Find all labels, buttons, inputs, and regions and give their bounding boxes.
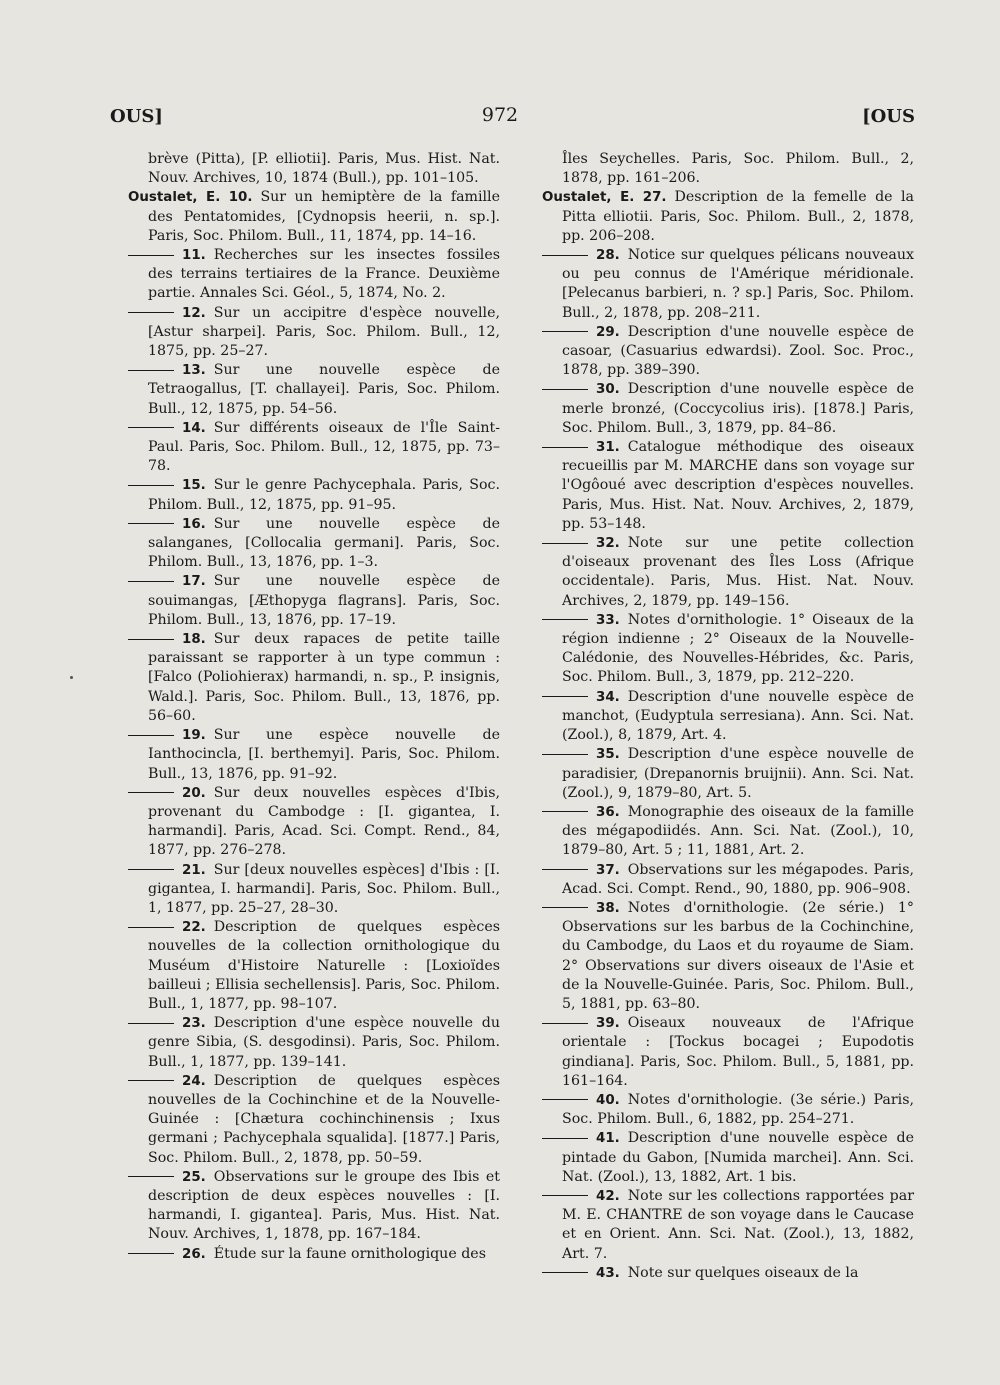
entry-text: Description de quelques espèces nouvelles de la Cochinchine et de la Nouvelle-Guinée : [Chætura cochinchinensis ; Ixus germani ; Pachycephala squalida]. [1877.] Paris, Soc. Philom. Bull., 2, 1878, pp. 50–59. <box>148 1072 500 1166</box>
ditto-rule <box>128 581 174 582</box>
entry-number: 35. <box>596 747 620 763</box>
ditto-rule <box>128 869 174 870</box>
entry-number: 37. <box>596 862 620 878</box>
entry-number: 10. <box>228 190 253 206</box>
entry-text: brève (Pitta), [P. elliotii]. Paris, Mus. Hist. Nat. Nouv. Archives, 10, 1874 (Bull.), pp. 101–105. <box>148 151 500 187</box>
ditto-rule <box>542 331 588 332</box>
entry-number: 38. <box>596 900 620 916</box>
running-head-right: [OUS <box>862 106 915 127</box>
entry-number: 26. <box>182 1246 206 1262</box>
bibliography-entry <box>128 918 500 1014</box>
ditto-rule <box>128 370 174 371</box>
entry-text: Observations sur les mégapodes. Paris, Acad. Sci. Compt. Rend., 90, 1880, pp. 906–908. <box>562 861 914 897</box>
bibliography-entry <box>542 438 914 534</box>
entry-number: 21. <box>182 862 206 878</box>
entry-text: Notice sur quelques pélicans nouveaux ou peu connus de l'Amérique méridionale. [Pelecanus barbieri, n. ? sp.] Paris, Soc. Philom. Bull., 2, 1878, pp. 208–211. <box>562 247 914 321</box>
entry-number: 43. <box>596 1265 620 1281</box>
ditto-rule <box>128 1176 174 1177</box>
entry-text: Sur [deux nouvelles espèces] d'Ibis : [I. gigantea, I. harmandi]. Paris, Soc. Philom. Bull., 1, 1877, pp. 25–27, 28–30. <box>148 861 500 916</box>
entry-text: Sur une nouvelle espèce de Tetraogallus, [T. challayei]. Paris, Soc. Philom. Bull., 12, 1875, pp. 54–56. <box>148 362 500 417</box>
ditto-rule <box>128 255 174 256</box>
entry-number: 31. <box>596 440 620 456</box>
entry-number: 36. <box>596 804 620 820</box>
entry-text: Observations sur le groupe des Ibis et description de deux espèces nouvelles : [I. harmandi, I. gigantea]. Paris, Mus. Hist. Nat. Nouv. Archives, 1, 1878, pp. 167–184. <box>148 1168 500 1243</box>
entry-number: 41. <box>596 1131 620 1147</box>
bibliography-entry <box>128 476 500 514</box>
ditto-rule <box>542 1195 588 1196</box>
entry-number: 42. <box>596 1188 620 1204</box>
bibliography-entry <box>128 419 500 477</box>
entry-number: 33. <box>596 612 620 628</box>
entry-number: 18. <box>182 632 206 648</box>
ditto-rule <box>128 485 174 486</box>
bibliography-entry <box>128 188 500 246</box>
bibliography-entry <box>128 1245 500 1264</box>
entry-number: 34. <box>596 689 620 705</box>
bibliography-entry <box>128 784 500 861</box>
entry-text: Description d'une nouvelle espèce de pintade du Gabon, [Numida marchei]. Ann. Sci. Nat. (Zool.), 13, 1882, Art. 1 bis. <box>562 1130 914 1185</box>
ditto-rule <box>128 792 174 793</box>
entry-text: Description d'une nouvelle espèce de manchot, (Eudyptula serresiana). Ann. Sci. Nat. (Zool.), 8, 1879, Art. 4. <box>562 688 914 744</box>
entry-number: 28. <box>596 248 620 264</box>
bibliography-entry <box>128 515 500 573</box>
entry-text: Recherches sur les insectes fossiles des terrains tertiaires de la France. Deuxième partie. Annales Sci. Géol., 5, 1874, No. 2. <box>148 247 500 302</box>
ditto-rule <box>128 427 174 428</box>
bibliography-entry <box>542 323 914 381</box>
entry-text: Description d'une espèce nouvelle de paradisier, (Drepanornis bruijnii). Ann. Sci. Nat. (Zool.), 9, 1879–80, Art. 5. <box>562 746 914 801</box>
entry-text: Description d'une espèce nouvelle du genre Sibia, (S. desgodinsi). Paris, Soc. Philom. Bull., 1, 1877, pp. 139–141. <box>148 1015 500 1070</box>
ditto-rule <box>128 927 174 928</box>
bibliography-entry <box>542 688 914 746</box>
bibliography-entry <box>128 150 500 188</box>
entry-text: Catalogue méthodique des oiseaux recueillis par M. MARCHE dans son voyage sur l'Ogôoué avec description d'espèces nouvelles. Paris, Mus. Hist. Nat. Nouv. Archives, 2, 1879, pp. 53–148. <box>562 439 914 532</box>
entry-number: 19. <box>182 728 206 744</box>
entry-text: Note sur une petite collection d'oiseaux provenant des Îles Loss (Afrique occidentale). Paris, Mus. Hist. Nat. Nouv. Archives, 2, 1879, pp. 149–156. <box>562 535 914 609</box>
ditto-rule <box>128 1023 174 1024</box>
author-name: Oustalet, E. <box>128 190 221 206</box>
entry-number: 25. <box>182 1169 206 1185</box>
bibliography-entry <box>128 1168 500 1245</box>
bibliography-entry <box>542 1091 914 1129</box>
entry-text: Description de la femelle de la Pitta elliotii. Paris, Soc. Philom. Bull., 2, 1878, pp. 206–208. <box>562 189 914 244</box>
entry-text: Monographie des oiseaux de la famille des mégapodiidés. Ann. Sci. Nat. (Zool.), 10, 1879–80, Art. 5 ; 11, 1881, Art. 2. <box>562 803 914 859</box>
ditto-rule <box>128 735 174 736</box>
bibliography-entry <box>128 1014 500 1072</box>
ditto-rule <box>542 389 588 390</box>
ditto-rule <box>542 754 588 755</box>
entry-number: 30. <box>596 382 620 398</box>
entry-number: 13. <box>182 363 206 379</box>
bibliography-entry <box>542 246 914 323</box>
bibliography-entry <box>128 304 500 362</box>
ditto-rule <box>542 1138 588 1139</box>
ditto-rule <box>542 869 588 870</box>
entry-text: Note sur les collections rapportées par M. E. CHANTRE de son voyage dans le Caucase et en Orient. Ann. Sci. Nat. (Zool.), 13, 1882, Art. 7. <box>562 1187 914 1262</box>
entry-number: 11. <box>182 248 206 264</box>
ditto-rule <box>542 1099 588 1100</box>
entry-number: 14. <box>182 420 206 436</box>
entry-number: 32. <box>596 536 620 552</box>
bibliography-entry <box>542 150 914 188</box>
entry-text: Sur différents oiseaux de l'Île Saint-Paul. Paris, Soc. Philom. Bull., 12, 1875, pp. 73–78. <box>148 419 500 475</box>
entry-text: Étude sur la faune ornithologique des <box>213 1245 486 1262</box>
ditto-rule <box>542 255 588 256</box>
running-head-left: OUS] <box>110 106 163 127</box>
author-name: Oustalet, E. <box>542 190 635 206</box>
entry-text: Sur le genre Pachycephala. Paris, Soc. Philom. Bull., 12, 1875, pp. 91–95. <box>148 477 500 513</box>
entry-text: Sur une nouvelle espèce de salanganes, [Collocalia germani]. Paris, Soc. Philom. Bull., 13, 1876, pp. 1–3. <box>148 515 500 571</box>
entry-number: 29. <box>596 324 620 340</box>
ditto-rule <box>128 1080 174 1081</box>
entry-text: Description d'une nouvelle espèce de casoar, (Casuarius edwardsi). Zool. Soc. Proc., 1878, pp. 389–390. <box>562 323 914 379</box>
bibliography-entry <box>542 1129 914 1187</box>
entry-text: Notes d'ornithologie. (2e série.) 1° Observations sur les barbus de la Cochinchine, du Cambodge, du Laos et du royaume de Siam. 2° Observations sur divers oiseaux de l'Asie et de la Nouvelle-Guinée. Paris, Soc. Philom. Bull., 5, 1881, pp. 63–80. <box>562 899 914 1012</box>
bibliography-entry <box>542 803 914 861</box>
bibliography-entry <box>128 361 500 419</box>
ditto-rule <box>542 811 588 812</box>
entry-text: Description de quelques espèces nouvelles de la collection ornithologique du Muséum d'Histoire Naturelle : [Loxioïdes bailleui ; Ellisia sechellensis]. Paris, Soc. Philom. Bull., 1, 1877, pp. 98–107. <box>148 919 500 1012</box>
ditto-rule <box>542 1023 588 1024</box>
ditto-rule <box>542 543 588 544</box>
entry-text: Sur une nouvelle espèce de souimangas, [Æthopyga flagrans]. Paris, Soc. Philom. Bull., 13, 1876, pp. 17–19. <box>148 573 500 628</box>
bibliography-entry <box>542 534 914 611</box>
entry-text: Description d'une nouvelle espèce de merle bronzé, (Coccycolius iris). [1878.] Paris, Soc. Philom. Bull., 3, 1879, pp. 84–86. <box>562 381 914 436</box>
right-column <box>542 150 914 1283</box>
bibliography-entry <box>542 745 914 803</box>
ditto-rule <box>542 696 588 697</box>
bibliography-entry <box>542 188 914 246</box>
entry-number: 16. <box>182 516 206 532</box>
bibliography-entry <box>542 1014 914 1091</box>
entry-text: Notes d'ornithologie. 1° Oiseaux de la région indienne ; 2° Oiseaux de la Nouvelle-Calédonie, des Nouvelles-Hébrides, &c. Paris, Soc. Philom. Bull., 3, 1879, pp. 212–220. <box>562 611 914 686</box>
page-number: 972 <box>481 104 519 126</box>
entry-text: Sur un hemiptère de la famille des Pentatomides, [Cydnopsis heerii, n. sp.]. Paris, Soc. Philom. Bull., 11, 1874, pp. 14–16. <box>148 189 500 244</box>
ditto-rule <box>542 907 588 908</box>
entry-text: Sur deux rapaces de petite taille paraissant se rapporter à un type commun : [Falco (Poliohierax) harmandi, n. sp., P. insignis, Wald.]. Paris, Soc. Philom. Bull., 13, 1876, pp. 56–60. <box>148 631 500 724</box>
bibliography-entry <box>542 899 914 1014</box>
ditto-rule <box>542 447 588 448</box>
entry-number: 40. <box>596 1092 620 1108</box>
bibliography-entry <box>128 630 500 726</box>
entry-number: 23. <box>182 1016 206 1032</box>
entry-text: Sur une espèce nouvelle de Ianthocincla, [I. berthemyi]. Paris, Soc. Philom. Bull., 13, 1876, pp. 91–92. <box>148 727 500 782</box>
bibliography-entry <box>128 726 500 784</box>
bibliography-entry <box>128 572 500 630</box>
ditto-rule <box>128 1253 174 1254</box>
ditto-rule <box>542 619 588 620</box>
entry-text: Note sur quelques oiseaux de la <box>627 1264 859 1281</box>
bibliography-entry <box>542 1187 914 1264</box>
entry-number: 27. <box>642 190 667 206</box>
entry-text: Sur un accipitre d'espèce nouvelle, [Astur sharpei]. Paris, Soc. Philom. Bull., 12, 1875, pp. 25–27. <box>148 304 500 360</box>
bibliography-entry <box>128 1072 500 1168</box>
entry-text: Notes d'ornithologie. (3e série.) Paris, Soc. Philom. Bull., 6, 1882, pp. 254–271. <box>562 1091 914 1128</box>
bibliography-entry <box>542 1264 914 1283</box>
entry-number: 20. <box>182 785 206 801</box>
entry-text: Oiseaux nouveaux de l'Afrique orientale : [Tockus bocagei ; Eupodotis gindiana]. Paris, Soc. Philom. Bull., 5, 1881, pp. 161–164. <box>562 1015 914 1089</box>
bibliography-entry <box>542 380 914 438</box>
entry-number: 24. <box>182 1073 206 1089</box>
entry-text: Îles Seychelles. Paris, Soc. Philom. Bull., 2, 1878, pp. 161–206. <box>562 151 914 187</box>
entry-text: Sur deux nouvelles espèces d'Ibis, provenant du Cambodge : [I. gigantea, I. harmandi]. Paris, Acad. Sci. Compt. Rend., 84, 1877, pp. 276–278. <box>148 784 500 859</box>
entry-number: 12. <box>182 305 206 321</box>
bibliography-entry <box>542 861 914 899</box>
ditto-rule <box>542 1272 588 1273</box>
ditto-rule <box>128 639 174 640</box>
ditto-rule <box>128 312 174 313</box>
entry-number: 17. <box>182 574 206 590</box>
entry-number: 39. <box>596 1016 620 1032</box>
entry-number: 15. <box>182 478 206 494</box>
ditto-rule <box>128 523 174 524</box>
entry-number: 22. <box>182 920 206 936</box>
margin-speck <box>70 676 73 679</box>
bibliography-entry <box>542 611 914 688</box>
bibliography-entry <box>128 246 500 304</box>
left-column <box>128 150 500 1264</box>
bibliography-entry <box>128 861 500 919</box>
